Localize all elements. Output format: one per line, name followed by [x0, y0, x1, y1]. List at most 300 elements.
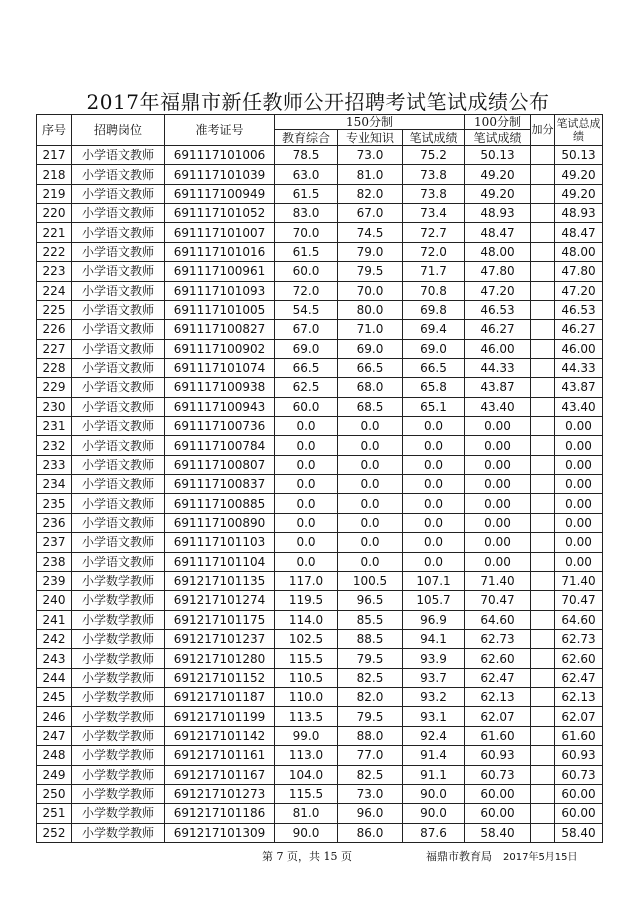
cell-bonus: [531, 804, 555, 823]
cell-bonus: [531, 300, 555, 319]
table-row: [37, 475, 603, 494]
table-row: [37, 378, 603, 397]
cell-bonus: [531, 784, 555, 803]
cell-bonus: [531, 610, 555, 629]
cell-bonus: [531, 281, 555, 300]
cell-total: 60.00: [555, 784, 603, 803]
cell-written-100: 58.40: [465, 823, 531, 842]
cell-ticket: 691117100943: [165, 397, 275, 416]
cell-written-100: 71.40: [465, 571, 531, 590]
cell-written: 69.0: [403, 339, 465, 358]
cell-seq: 217: [37, 146, 72, 165]
table-row: [37, 436, 603, 455]
cell-bonus: [531, 262, 555, 281]
cell-ticket: 691217101187: [165, 688, 275, 707]
cell-prof: 96.0: [338, 804, 403, 823]
cell-total: 58.40: [555, 823, 603, 842]
cell-ticket: 691117101074: [165, 358, 275, 377]
table-row: [37, 533, 603, 552]
cell-prof: 79.5: [338, 262, 403, 281]
cell-bonus: [531, 726, 555, 745]
cell-written-100: 61.60: [465, 726, 531, 745]
table-row: [37, 165, 603, 184]
cell-ticket: 691217101273: [165, 784, 275, 803]
cell-seq: 225: [37, 300, 72, 319]
cell-written: 0.0: [403, 513, 465, 532]
cell-bonus: [531, 513, 555, 532]
cell-edu: 113.0: [275, 746, 338, 765]
cell-ticket: 691117101005: [165, 300, 275, 319]
cell-edu: 0.0: [275, 455, 338, 474]
table-row: [37, 765, 603, 784]
score-table: [36, 114, 603, 843]
cell-written-100: 0.00: [465, 494, 531, 513]
cell-bonus: [531, 339, 555, 358]
page-number: 第 7 页，共 15 页: [262, 850, 352, 863]
cell-written-100: 48.00: [465, 242, 531, 261]
cell-written-100: 47.80: [465, 262, 531, 281]
cell-written-100: 46.00: [465, 339, 531, 358]
cell-position: 小学语文教师: [72, 223, 165, 242]
cell-written: 0.0: [403, 552, 465, 571]
cell-ticket: 691117100949: [165, 184, 275, 203]
cell-written: 73.8: [403, 184, 465, 203]
cell-total: 46.27: [555, 320, 603, 339]
cell-total: 50.13: [555, 146, 603, 165]
cell-position: 小学语文教师: [72, 184, 165, 203]
cell-prof: 66.5: [338, 358, 403, 377]
cell-written-100: 60.93: [465, 746, 531, 765]
cell-ticket: 691117100890: [165, 513, 275, 532]
cell-written: 92.4: [403, 726, 465, 745]
cell-ticket: 691117101104: [165, 552, 275, 571]
cell-seq: 227: [37, 339, 72, 358]
cell-position: 小学语文教师: [72, 533, 165, 552]
cell-total: 49.20: [555, 184, 603, 203]
cell-written-100: 46.53: [465, 300, 531, 319]
cell-edu: 115.5: [275, 784, 338, 803]
cell-total: 0.00: [555, 417, 603, 436]
cell-written: 73.8: [403, 165, 465, 184]
cell-bonus: [531, 184, 555, 203]
cell-seq: 237: [37, 533, 72, 552]
cell-edu: 54.5: [275, 300, 338, 319]
cell-written: 0.0: [403, 417, 465, 436]
cell-prof: 0.0: [338, 436, 403, 455]
cell-seq: 230: [37, 397, 72, 416]
cell-total: 48.00: [555, 242, 603, 261]
header-prof: 专业知识: [338, 130, 403, 146]
cell-written-100: 60.73: [465, 765, 531, 784]
cell-total: 62.13: [555, 688, 603, 707]
cell-written-100: 62.73: [465, 629, 531, 648]
cell-edu: 90.0: [275, 823, 338, 842]
cell-seq: 224: [37, 281, 72, 300]
cell-written-100: 64.60: [465, 610, 531, 629]
cell-position: 小学语文教师: [72, 455, 165, 474]
cell-prof: 0.0: [338, 417, 403, 436]
cell-edu: 83.0: [275, 204, 338, 223]
cell-edu: 60.0: [275, 262, 338, 281]
cell-position: 小学数学教师: [72, 823, 165, 842]
table-row: [37, 707, 603, 726]
cell-written-100: 0.00: [465, 533, 531, 552]
cell-written: 0.0: [403, 455, 465, 474]
cell-bonus: [531, 417, 555, 436]
cell-edu: 81.0: [275, 804, 338, 823]
cell-bonus: [531, 591, 555, 610]
table-row: [37, 417, 603, 436]
cell-ticket: 691117101093: [165, 281, 275, 300]
cell-bonus: [531, 242, 555, 261]
cell-bonus: [531, 765, 555, 784]
cell-position: 小学语文教师: [72, 417, 165, 436]
cell-seq: 244: [37, 668, 72, 687]
table-row: [37, 804, 603, 823]
cell-total: 44.33: [555, 358, 603, 377]
table-row: [37, 339, 603, 358]
cell-prof: 82.0: [338, 184, 403, 203]
cell-edu: 0.0: [275, 494, 338, 513]
cell-written: 91.4: [403, 746, 465, 765]
cell-edu: 0.0: [275, 475, 338, 494]
cell-position: 小学数学教师: [72, 707, 165, 726]
cell-total: 0.00: [555, 475, 603, 494]
cell-written: 70.8: [403, 281, 465, 300]
cell-position: 小学语文教师: [72, 513, 165, 532]
cell-prof: 0.0: [338, 552, 403, 571]
cell-position: 小学语文教师: [72, 436, 165, 455]
cell-prof: 68.5: [338, 397, 403, 416]
header-position: 招聘岗位: [72, 115, 165, 146]
cell-written-100: 49.20: [465, 165, 531, 184]
cell-written-100: 0.00: [465, 513, 531, 532]
cell-position: 小学数学教师: [72, 571, 165, 590]
cell-ticket: 691117100736: [165, 417, 275, 436]
header-total: 笔试总成绩: [555, 115, 603, 146]
cell-ticket: 691117100961: [165, 262, 275, 281]
cell-bonus: [531, 823, 555, 842]
cell-bonus: [531, 436, 555, 455]
cell-bonus: [531, 397, 555, 416]
cell-ticket: 691217101152: [165, 668, 275, 687]
cell-written: 0.0: [403, 475, 465, 494]
cell-ticket: 691117100827: [165, 320, 275, 339]
table-row: [37, 184, 603, 203]
cell-written-100: 44.33: [465, 358, 531, 377]
cell-edu: 61.5: [275, 242, 338, 261]
cell-position: 小学数学教师: [72, 668, 165, 687]
cell-seq: 251: [37, 804, 72, 823]
cell-seq: 242: [37, 629, 72, 648]
cell-total: 46.53: [555, 300, 603, 319]
table-row: [37, 552, 603, 571]
cell-bonus: [531, 455, 555, 474]
cell-written-100: 49.20: [465, 184, 531, 203]
cell-seq: 250: [37, 784, 72, 803]
cell-total: 46.00: [555, 339, 603, 358]
cell-written-100: 62.60: [465, 649, 531, 668]
cell-seq: 241: [37, 610, 72, 629]
table-row: [37, 242, 603, 261]
cell-edu: 61.5: [275, 184, 338, 203]
cell-total: 60.93: [555, 746, 603, 765]
cell-written-100: 60.00: [465, 804, 531, 823]
cell-seq: 218: [37, 165, 72, 184]
cell-bonus: [531, 552, 555, 571]
cell-bonus: [531, 668, 555, 687]
cell-seq: 228: [37, 358, 72, 377]
cell-ticket: 691217101186: [165, 804, 275, 823]
cell-seq: 239: [37, 571, 72, 590]
cell-seq: 226: [37, 320, 72, 339]
cell-ticket: 691117101006: [165, 146, 275, 165]
issuer: 福鼎市教育局: [426, 850, 492, 863]
table-row: [37, 146, 603, 165]
cell-seq: 238: [37, 552, 72, 571]
cell-bonus: [531, 165, 555, 184]
cell-written: 69.4: [403, 320, 465, 339]
cell-written: 90.0: [403, 804, 465, 823]
cell-edu: 119.5: [275, 591, 338, 610]
cell-bonus: [531, 688, 555, 707]
cell-prof: 77.0: [338, 746, 403, 765]
cell-edu: 110.0: [275, 688, 338, 707]
cell-written: 90.0: [403, 784, 465, 803]
cell-written-100: 60.00: [465, 784, 531, 803]
cell-written-100: 46.27: [465, 320, 531, 339]
cell-prof: 85.5: [338, 610, 403, 629]
cell-edu: 0.0: [275, 436, 338, 455]
cell-ticket: 691217101175: [165, 610, 275, 629]
cell-total: 48.47: [555, 223, 603, 242]
cell-position: 小学语文教师: [72, 320, 165, 339]
cell-bonus: [531, 320, 555, 339]
cell-written-100: 48.47: [465, 223, 531, 242]
cell-position: 小学语文教师: [72, 146, 165, 165]
cell-position: 小学数学教师: [72, 746, 165, 765]
cell-total: 43.87: [555, 378, 603, 397]
table-row: [37, 668, 603, 687]
cell-position: 小学语文教师: [72, 552, 165, 571]
cell-total: 0.00: [555, 494, 603, 513]
table-row: [37, 823, 603, 842]
cell-prof: 82.5: [338, 765, 403, 784]
cell-edu: 0.0: [275, 533, 338, 552]
cell-bonus: [531, 146, 555, 165]
cell-ticket: 691117100784: [165, 436, 275, 455]
cell-written-100: 70.47: [465, 591, 531, 610]
cell-edu: 0.0: [275, 417, 338, 436]
header-seq: 序号: [37, 115, 72, 146]
cell-prof: 0.0: [338, 455, 403, 474]
cell-ticket: 691117101039: [165, 165, 275, 184]
cell-prof: 67.0: [338, 204, 403, 223]
cell-total: 70.47: [555, 591, 603, 610]
cell-written: 72.0: [403, 242, 465, 261]
cell-written: 107.1: [403, 571, 465, 590]
header-bonus: 加分: [531, 115, 555, 146]
table-row: [37, 726, 603, 745]
cell-position: 小学语文教师: [72, 494, 165, 513]
cell-written: 0.0: [403, 533, 465, 552]
cell-ticket: 691217101280: [165, 649, 275, 668]
cell-written-100: 62.47: [465, 668, 531, 687]
cell-written: 93.1: [403, 707, 465, 726]
cell-edu: 114.0: [275, 610, 338, 629]
cell-ticket: 691217101161: [165, 746, 275, 765]
cell-bonus: [531, 629, 555, 648]
cell-position: 小学语文教师: [72, 281, 165, 300]
header-written-100: 笔试成绩: [465, 130, 531, 146]
cell-written: 65.1: [403, 397, 465, 416]
cell-ticket: 691117100807: [165, 455, 275, 474]
cell-position: 小学语文教师: [72, 165, 165, 184]
cell-edu: 60.0: [275, 397, 338, 416]
table-row: [37, 281, 603, 300]
page-title: 2017年福鼎市新任教师公开招聘考试笔试成绩公布: [86, 90, 550, 114]
cell-edu: 63.0: [275, 165, 338, 184]
table-row: [37, 358, 603, 377]
cell-position: 小学数学教师: [72, 591, 165, 610]
cell-edu: 117.0: [275, 571, 338, 590]
cell-total: 62.73: [555, 629, 603, 648]
cell-seq: 234: [37, 475, 72, 494]
cell-written-100: 62.13: [465, 688, 531, 707]
header-group-100: 100分制: [465, 115, 531, 130]
cell-edu: 110.5: [275, 668, 338, 687]
cell-edu: 0.0: [275, 552, 338, 571]
cell-prof: 71.0: [338, 320, 403, 339]
cell-ticket: 691117100885: [165, 494, 275, 513]
cell-position: 小学数学教师: [72, 610, 165, 629]
cell-prof: 0.0: [338, 475, 403, 494]
cell-written: 93.7: [403, 668, 465, 687]
cell-seq: 231: [37, 417, 72, 436]
cell-ticket: 691117101052: [165, 204, 275, 223]
cell-total: 60.00: [555, 804, 603, 823]
cell-seq: 221: [37, 223, 72, 242]
cell-prof: 0.0: [338, 494, 403, 513]
table-body: [37, 146, 603, 843]
table-row: [37, 204, 603, 223]
cell-total: 71.40: [555, 571, 603, 590]
cell-written: 75.2: [403, 146, 465, 165]
cell-position: 小学数学教师: [72, 765, 165, 784]
cell-position: 小学语文教师: [72, 358, 165, 377]
table-row: [37, 784, 603, 803]
cell-position: 小学数学教师: [72, 784, 165, 803]
cell-total: 0.00: [555, 533, 603, 552]
cell-bonus: [531, 571, 555, 590]
cell-edu: 0.0: [275, 513, 338, 532]
cell-written: 69.8: [403, 300, 465, 319]
cell-seq: 243: [37, 649, 72, 668]
cell-written: 73.4: [403, 204, 465, 223]
cell-bonus: [531, 707, 555, 726]
cell-position: 小学语文教师: [72, 397, 165, 416]
cell-total: 49.20: [555, 165, 603, 184]
cell-position: 小学语文教师: [72, 378, 165, 397]
cell-written-100: 43.40: [465, 397, 531, 416]
cell-position: 小学数学教师: [72, 649, 165, 668]
cell-total: 47.20: [555, 281, 603, 300]
cell-prof: 96.5: [338, 591, 403, 610]
cell-total: 0.00: [555, 513, 603, 532]
issue-date: 2017年5月15日: [503, 852, 578, 863]
table-row: [37, 455, 603, 474]
table-row: [37, 629, 603, 648]
cell-written-100: 62.07: [465, 707, 531, 726]
cell-written: 93.9: [403, 649, 465, 668]
cell-total: 0.00: [555, 436, 603, 455]
cell-seq: 232: [37, 436, 72, 455]
cell-written-100: 47.20: [465, 281, 531, 300]
table-row: [37, 513, 603, 532]
cell-ticket: 691117101016: [165, 242, 275, 261]
cell-position: 小学语文教师: [72, 475, 165, 494]
cell-written: 105.7: [403, 591, 465, 610]
cell-seq: 247: [37, 726, 72, 745]
cell-ticket: 691217101274: [165, 591, 275, 610]
cell-edu: 102.5: [275, 629, 338, 648]
cell-seq: 220: [37, 204, 72, 223]
table-row: [37, 223, 603, 242]
cell-bonus: [531, 746, 555, 765]
cell-ticket: 691217101199: [165, 707, 275, 726]
cell-written-100: 0.00: [465, 475, 531, 494]
cell-prof: 100.5: [338, 571, 403, 590]
cell-prof: 88.5: [338, 629, 403, 648]
cell-edu: 104.0: [275, 765, 338, 784]
cell-seq: 240: [37, 591, 72, 610]
cell-written: 71.7: [403, 262, 465, 281]
cell-prof: 88.0: [338, 726, 403, 745]
cell-bonus: [531, 475, 555, 494]
cell-seq: 222: [37, 242, 72, 261]
cell-seq: 223: [37, 262, 72, 281]
cell-ticket: 691117101007: [165, 223, 275, 242]
cell-written: 66.5: [403, 358, 465, 377]
cell-prof: 82.5: [338, 668, 403, 687]
table-row: [37, 610, 603, 629]
header-written: 笔试成绩: [403, 130, 465, 146]
cell-ticket: 691217101135: [165, 571, 275, 590]
cell-prof: 79.5: [338, 649, 403, 668]
cell-seq: 229: [37, 378, 72, 397]
cell-edu: 67.0: [275, 320, 338, 339]
cell-prof: 70.0: [338, 281, 403, 300]
cell-edu: 62.5: [275, 378, 338, 397]
cell-written: 93.2: [403, 688, 465, 707]
cell-position: 小学语文教师: [72, 204, 165, 223]
cell-bonus: [531, 494, 555, 513]
cell-written: 0.0: [403, 436, 465, 455]
table-row: [37, 649, 603, 668]
cell-seq: 248: [37, 746, 72, 765]
cell-prof: 73.0: [338, 784, 403, 803]
cell-written-100: 50.13: [465, 146, 531, 165]
cell-seq: 245: [37, 688, 72, 707]
cell-written: 96.9: [403, 610, 465, 629]
cell-ticket: 691217101142: [165, 726, 275, 745]
table-row: [37, 262, 603, 281]
cell-position: 小学语文教师: [72, 339, 165, 358]
cell-prof: 69.0: [338, 339, 403, 358]
table-row: [37, 688, 603, 707]
cell-bonus: [531, 533, 555, 552]
cell-prof: 79.5: [338, 707, 403, 726]
